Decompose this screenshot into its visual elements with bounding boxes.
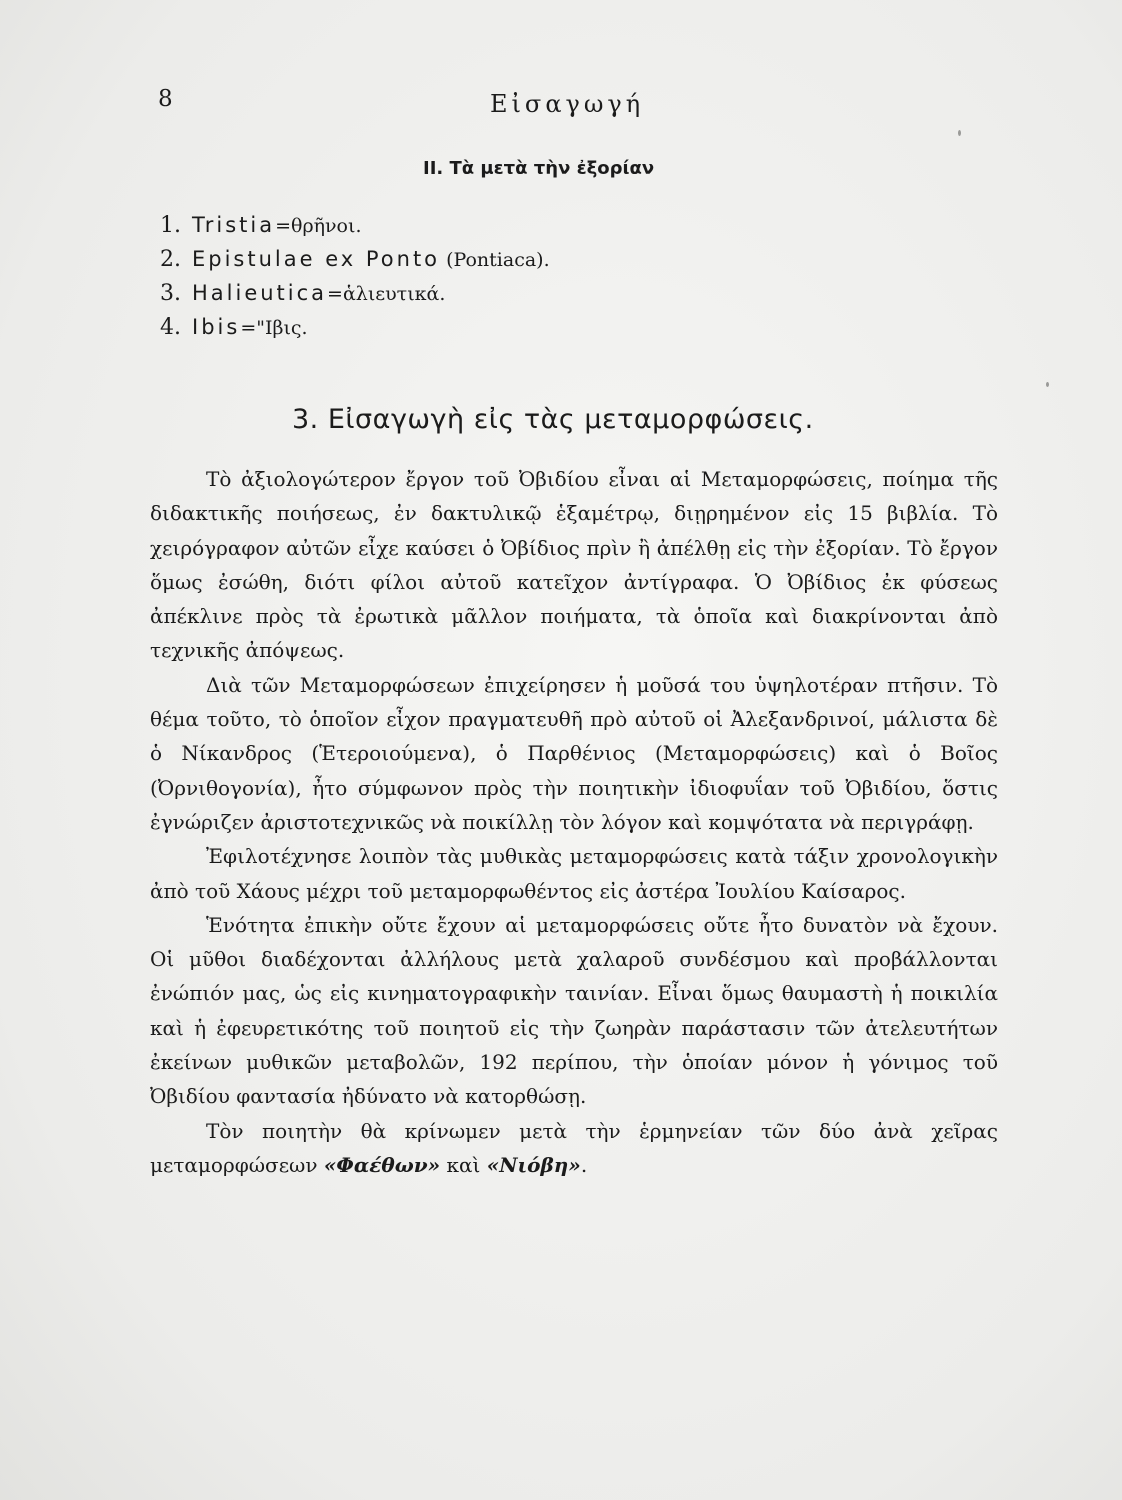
running-title: Εἰσαγωγή — [490, 90, 645, 118]
paragraph: Ἑνότητα ἐπικὴν οὔτε ἔχουν αἱ μεταμορφώσεις οὔτε ἦτο δυνατὸν νὰ ἔχουν. Οἱ μῦθοι διαδέχονται ἀλλήλους μετὰ χαλαροῦ συνδέσμου καὶ προβάλλονται ἐνώπιόν μας, ὡς εἰς κινηματογραφικὴν ταινίαν. Εἶναι ὅμως θαυμαστὴ ἡ ποικιλία καὶ ἡ ἐφευρετικότης τοῦ ποιητοῦ εἰς τὴν ζωηρὰν παράστασιν τῶν ἀτελευτήτων ἐκείνων μυθικῶν μεταβολῶν, 192 περίπου, τὴν ὁποίαν μόνον ἡ γόνιμος τοῦ Ὀβιδίου φαντασία ἠδύνατο νὰ κατορθώσῃ. — [150, 912, 998, 1109]
list-item-number: 1. — [160, 213, 181, 238]
final-text-start: Τὸν ποιητὴν θὰ κρίνωμεν μετὰ τὴν ἑρμηνείαν τῶν δύο ἀνὰ χεῖρας μεταμορφώσεων — [150, 1118, 998, 1177]
list-item — [160, 310, 860, 344]
list-item-latin-title: Ibis — [192, 315, 241, 339]
list-item-number: 2. — [160, 247, 181, 272]
list-item-latin-title: Tristia — [192, 213, 276, 237]
list-item-number: 3. — [160, 281, 181, 306]
chapter-heading: 3. Εἰσαγωγὴ εἰς τὰς μεταμορφώσεις. — [292, 404, 814, 435]
list-item-greek-title: (Pontiaca). — [440, 249, 550, 271]
work-title-phaethon: «Φαέθων» — [323, 1152, 441, 1177]
list-item-latin-title: Epistulae ex Ponto — [192, 247, 441, 271]
work-title-niobe: «Νιόβη» — [486, 1152, 581, 1177]
list-item — [160, 276, 860, 310]
list-item-greek-title: =θρῆνοι. — [275, 215, 362, 237]
paragraph: Διὰ τῶν Μεταμορφώσεων ἐπιχείρησεν ἡ μοῦσά του ὑψηλοτέραν πτῆσιν. Τὸ θέμα τοῦτο, τὸ ὁποῖον εἶχον πραγματευθῆ πρὸ αὐτοῦ οἱ Ἀλεξανδρινοί, μάλιστα δὲ ὁ Νίκανδρος (Ἑτεροιούμενα), ὁ Παρθένιος (Μεταμορφώσεις) καὶ ὁ Βοῖος (Ὀρνιθογονία), ἦτο σύμφωνον πρὸς τὴν ποιητικὴν ἰδιοφυΐαν τοῦ Ὀβιδίου, ὅστις ἐγνώριζεν ἀριστοτεχνικῶς νὰ ποικίλλῃ τὸν λόγον καὶ κομψότατα νὰ περιγράφῃ. — [150, 672, 998, 834]
list-item — [160, 242, 860, 276]
page-number: 8 — [158, 86, 173, 112]
body-text — [150, 462, 998, 1182]
final-text-conjunction: καὶ — [440, 1152, 487, 1177]
list-item-greek-title: =ἁλιευτικά. — [327, 283, 446, 305]
final-text-end: . — [580, 1152, 588, 1177]
paragraph: Ἐφιλοτέχνησε λοιπὸν τὰς μυθικὰς μεταμορφώσεις κατὰ τάξιν χρονολογικὴν ἀπὸ τοῦ Χάους μέχρι τοῦ μεταμορφωθέντος εἰς ἀστέρα Ἰουλίου Καίσαρος. — [150, 844, 998, 903]
works-list — [160, 208, 860, 344]
paragraph-final — [150, 1114, 998, 1183]
list-item-greek-title: ="Ιβις. — [240, 317, 308, 339]
print-speck — [1046, 382, 1049, 387]
list-item-number: 4. — [160, 315, 181, 340]
print-speck — [958, 130, 961, 136]
section-heading: II. Τὰ μετὰ τὴν ἐξορίαν — [423, 158, 655, 179]
list-item-latin-title: Halieutica — [192, 281, 328, 305]
list-item — [160, 208, 860, 242]
paragraph: Τὸ ἀξιολογώτερον ἔργον τοῦ Ὀβιδίου εἶναι αἱ Μεταμορφώσεις, ποίημα τῆς διδακτικῆς ποιήσεως, ἐν δακτυλικῷ ἑξαμέτρῳ, διῃρημένον εἰς 15 βιβλία. Τὸ χειρόγραφον αὐτῶν εἶχε καύσει ὁ Ὀβίδιος πρὶν ἢ ἀπέλθῃ εἰς τὴν ἐξορίαν. Τὸ ἔργον ὅμως ἐσώθη, διότι φίλοι αὐτοῦ κατεῖχον ἀντίγραφα. Ὁ Ὀβίδιος ἐκ φύσεως ἀπέκλινε πρὸς τὰ ἐρωτικὰ μᾶλλον ποιήματα, τὰ ὁποῖα καὶ διακρίνονται ἀπὸ τεχνικῆς ἀπόψεως. — [150, 467, 998, 663]
